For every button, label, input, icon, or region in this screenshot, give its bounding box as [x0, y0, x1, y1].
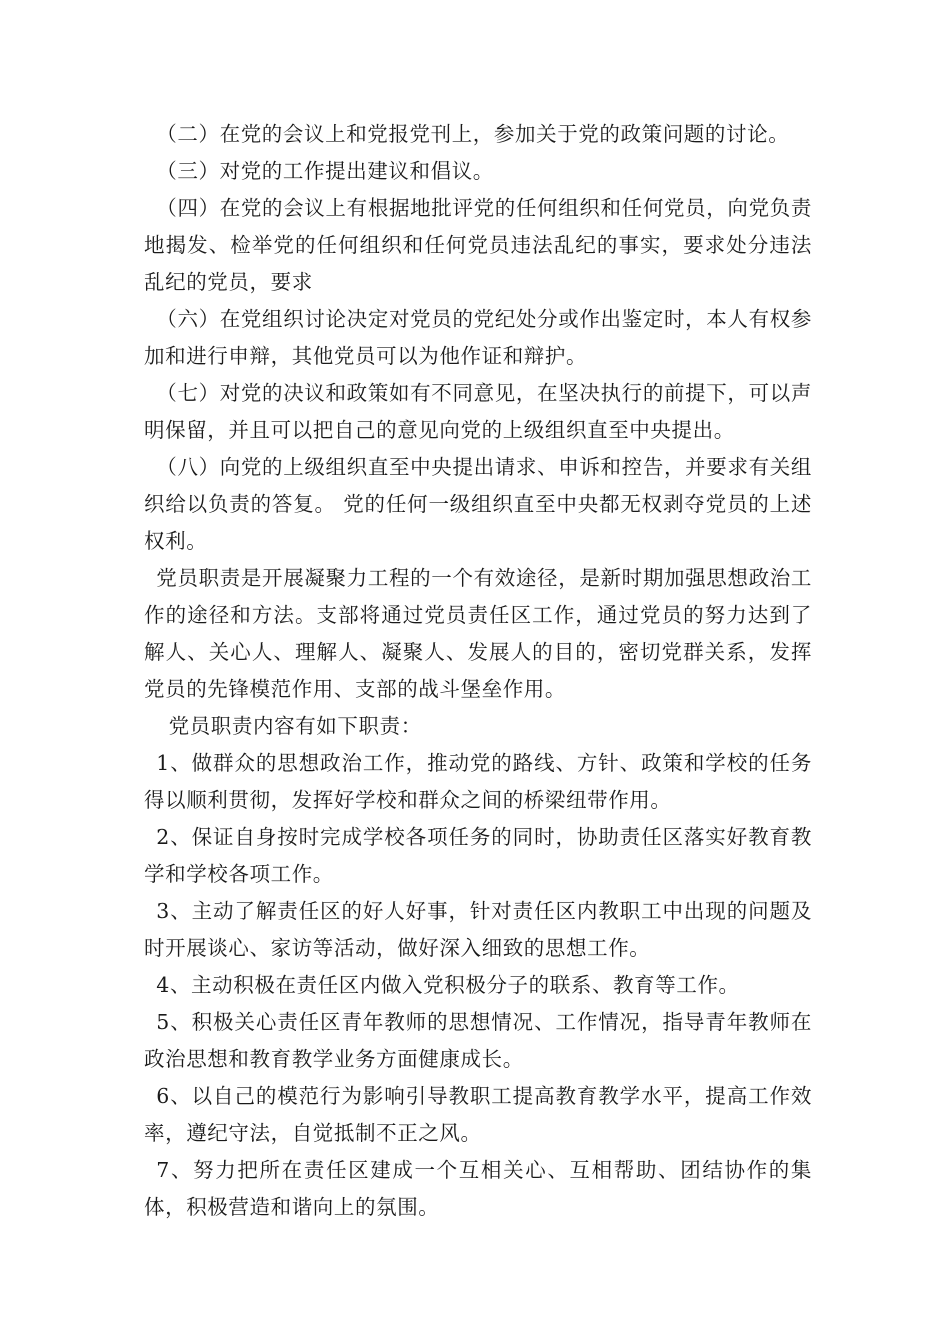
list-item-duty-7: 7、努力把所在责任区建成一个互相关心、互相帮助、团结协作的集体，积极营造和谐向上的氛围。: [144, 1158, 812, 1219]
paragraph-duty-intro: 党员职责是开展凝聚力工程的一个有效途径，是新时期加强思想政治工作的途径和方法。支部将通过党员责任区工作，通过党员的努力达到了解人、关心人、理解人、凝聚人、发展人的目的，密切党群关系，发挥党员的先锋模范作用、支部的战斗堡垒作用。: [144, 566, 812, 701]
list-item-duty-1: 1、做群众的思想政治工作，推动党的路线、方针、政策和学校的任务得以顺利贯彻，发挥好学校和群众之间的桥梁纽带作用。: [144, 751, 812, 812]
list-item-duty-3: 3、主动了解责任区的好人好事，针对责任区内教职工中出现的问题及时开展谈心、家访等活动，做好深入细致的思想工作。: [144, 899, 812, 960]
paragraph-right-8: （八）向党的上级组织直至中央提出请求、申诉和控告，并要求有关组织给以负责的答复。 党的任何一级组织直至中央都无权剥夺党员的上述权利。: [144, 455, 812, 553]
paragraph-right-6: （六）在党组织讨论决定对党员的党纪处分或作出鉴定时，本人有权参加和进行申辩，其他党员可以为他作证和辩护。: [144, 307, 812, 368]
paragraph-right-4: （四）在党的会议上有根据地批评党的任何组织和任何党员，向党负责地揭发、检举党的任何组织和任何党员违法乱纪的事实，要求处分违法乱纪的党员，要求: [144, 196, 812, 294]
paragraph-right-2: （二）在党的会议上和党报党刊上，参加关于党的政策问题的讨论。: [156, 122, 790, 146]
list-item-duty-4: 4、主动积极在责任区内做入党积极分子的联系、教育等工作。: [156, 973, 740, 997]
paragraph-right-3: （三）对党的工作提出建议和倡议。: [156, 159, 494, 183]
list-item-duty-6: 6、以自己的模范行为影响引导教职工提高教育教学水平，提高工作效率，遵纪守法，自觉抵制不正之风。: [144, 1084, 812, 1145]
list-item-duty-5: 5、积极关心责任区青年教师的思想情况、工作情况，指导青年教师在政治思想和教育教学业务方面健康成长。: [144, 1010, 812, 1071]
paragraph-right-7: （七）对党的决议和政策如有不同意见，在坚决执行的前提下，可以声明保留，并且可以把自己的意见向党的上级组织直至中央提出。: [144, 381, 812, 442]
document-body: [144, 116, 812, 1226]
list-item-duty-2: 2、保证自身按时完成学校各项任务的同时，协助责任区落实好教育教学和学校各项工作。: [144, 825, 812, 886]
paragraph-duty-heading: 党员职责内容有如下职责：: [168, 714, 422, 738]
